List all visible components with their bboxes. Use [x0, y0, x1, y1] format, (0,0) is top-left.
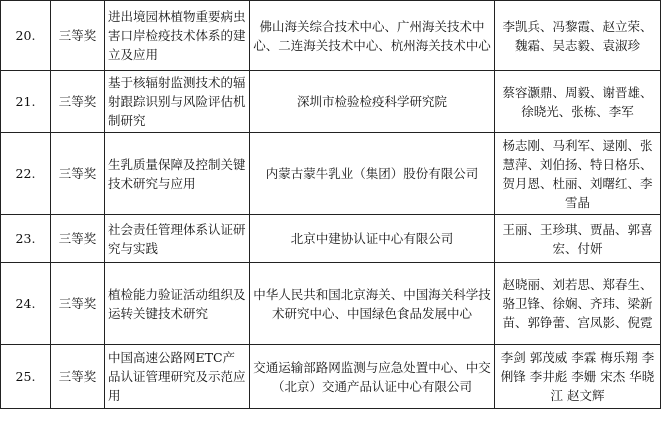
- table-row: [1, 133, 661, 215]
- organization: 交通运输部路网监测与应急处置中心、中交（北京）交通产品认证中心有限公司: [250, 345, 495, 409]
- table-row: [1, 215, 661, 263]
- award-grade: 三等奖: [51, 1, 105, 71]
- participants: 赵晓丽、刘若思、郑春生、骆卫锋、徐娴、齐玮、梁新苗、郭铮蕾、宫凤影、倪霓: [495, 263, 661, 345]
- project-title: 基于核辐射监测技术的辐射跟踪识别与风险评估机制研究: [105, 71, 250, 133]
- organization: 中华人民共和国北京海关、中国海关科学技术研究中心、中国绿色食品发展中心: [250, 263, 495, 345]
- award-grade: 三等奖: [51, 71, 105, 133]
- participants: 蔡容灏鼎、周毅、谢晋雄、徐晓光、张栋、李军: [495, 71, 661, 133]
- organization: 佛山海关综合技术中心、广州海关技术中心、二连海关技术中心、杭州海关技术中心: [250, 1, 495, 71]
- project-title: 中国高速公路网ETC产品认证管理研究及示范应用: [105, 345, 250, 409]
- row-number: 21.: [1, 71, 51, 133]
- row-number: 22.: [1, 133, 51, 215]
- participants: 李剑 郭茂威 李霖 梅乐翔 李俐锋 李井彪 李姗 宋杰 华晓江 赵文辉: [495, 345, 661, 409]
- table-row: [1, 1, 661, 71]
- project-title: 社会责任管理体系认证研究与实践: [105, 215, 250, 263]
- award-grade: 三等奖: [51, 263, 105, 345]
- participants: 王丽、王珍琪、贾晶、郭喜宏、付妍: [495, 215, 661, 263]
- row-number: 23.: [1, 215, 51, 263]
- row-number: 24.: [1, 263, 51, 345]
- participants: 李凯兵、冯黎霞、赵立荣、魏霜、吴志毅、袁淑珍: [495, 1, 661, 71]
- table-row: [1, 263, 661, 345]
- participants: 杨志刚、马利军、逯刚、张慧萍、刘伯扬、特日格乐、贺月恩、杜丽、刘曙红、李雪晶: [495, 133, 661, 215]
- award-grade: 三等奖: [51, 215, 105, 263]
- organization: 北京中建协认证中心有限公司: [250, 215, 495, 263]
- row-number: 20.: [1, 1, 51, 71]
- row-number: 25.: [1, 345, 51, 409]
- project-title: 进出境园林植物重要病虫害口岸检疫技术体系的建立及应用: [105, 1, 250, 71]
- table-row: [1, 345, 661, 409]
- project-title: 植检能力验证活动组织及运转关键技术研究: [105, 263, 250, 345]
- award-grade: 三等奖: [51, 345, 105, 409]
- project-title: 生乳质量保障及控制关键技术研究与应用: [105, 133, 250, 215]
- organization: 深圳市检验检疫科学研究院: [250, 71, 495, 133]
- table-row: [1, 71, 661, 133]
- organization: 内蒙古蒙牛乳业（集团）股份有限公司: [250, 133, 495, 215]
- award-grade: 三等奖: [51, 133, 105, 215]
